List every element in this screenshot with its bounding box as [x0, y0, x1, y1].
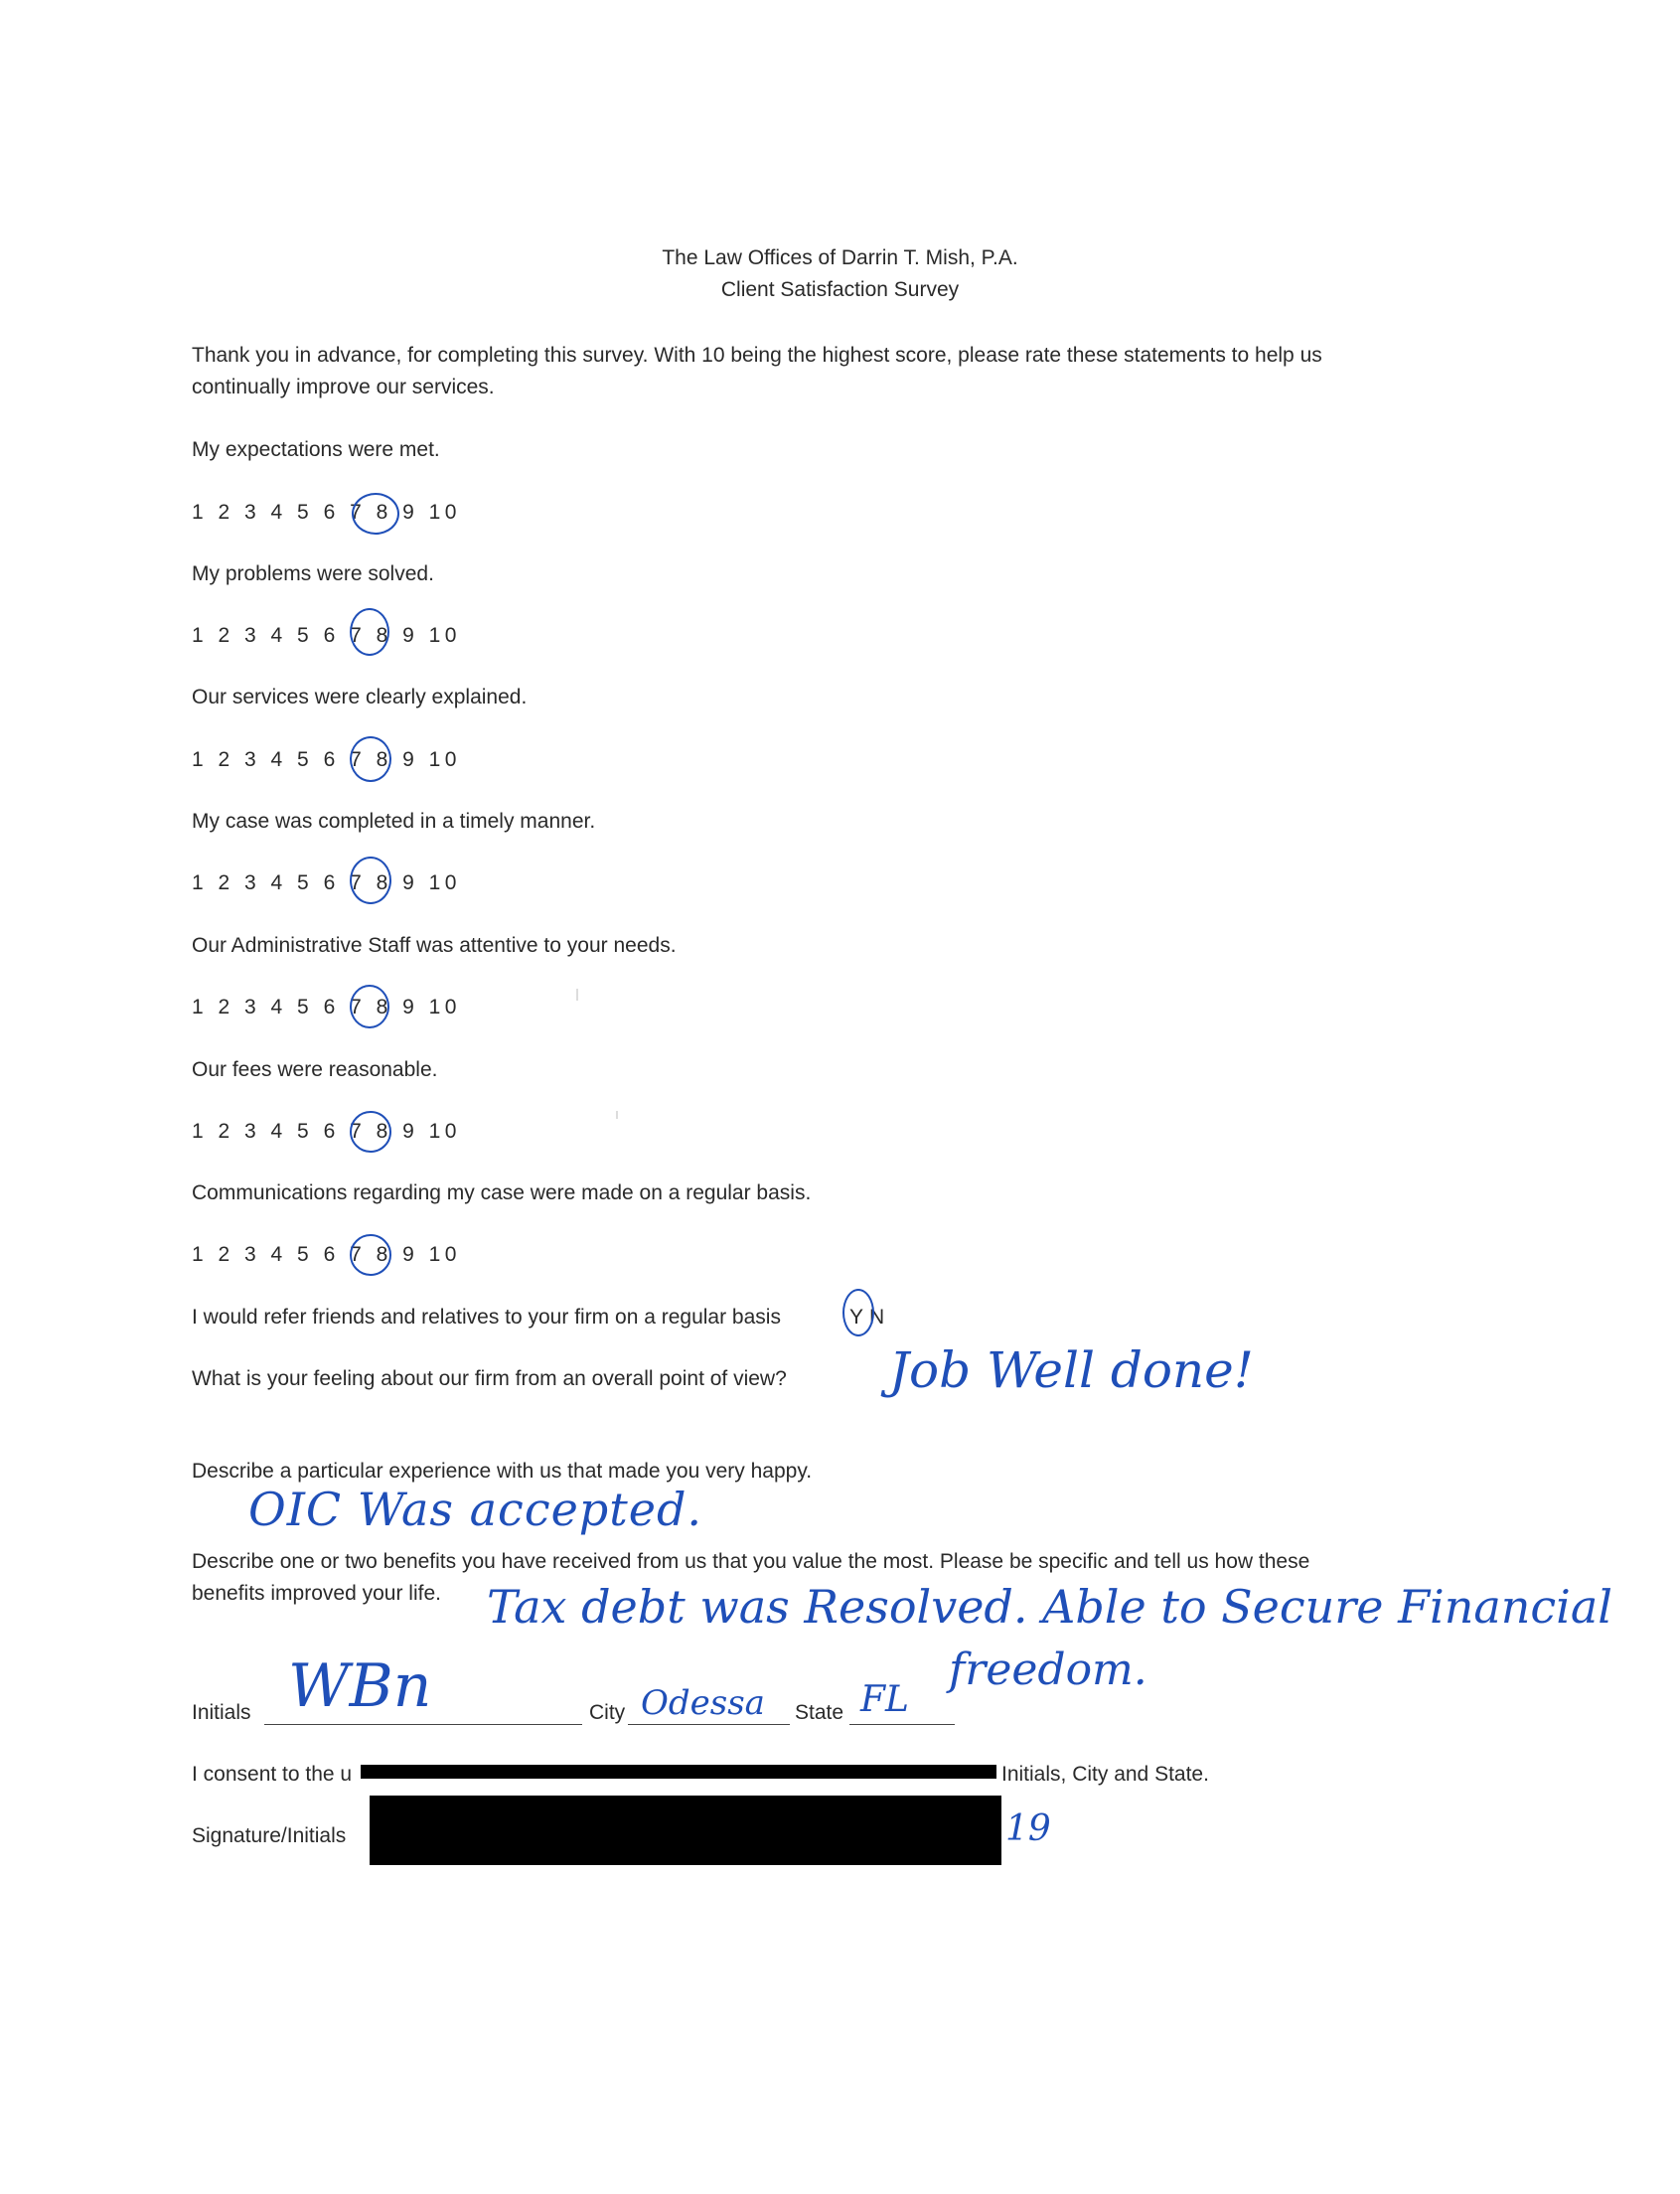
state-label: State — [795, 1701, 844, 1724]
refer-yes-option[interactable]: Y — [849, 1306, 864, 1329]
initials-label: Initials — [192, 1701, 251, 1724]
question-5-text: Our Administrative Staff was attentive to your needs. — [192, 934, 677, 957]
city-value-handwritten[interactable]: Odessa — [641, 1683, 765, 1723]
consent-text-start: I consent to the u — [192, 1763, 353, 1786]
initials-underline — [264, 1724, 582, 1725]
scan-speck — [576, 989, 578, 1001]
overall-question: What is your feeling about our firm from an overall point of view? — [192, 1367, 787, 1390]
survey-title: Client Satisfaction Survey — [720, 278, 960, 301]
question-4-scale: 1 2 3 4 5 6 7 8 9 10 — [192, 871, 461, 894]
benefits-question-line-2: benefits improved your life. — [192, 1582, 441, 1605]
overall-answer-handwritten: Job Well done! — [889, 1341, 1254, 1399]
question-6-scale: 1 2 3 4 5 6 7 8 9 10 — [192, 1120, 461, 1143]
question-1-text: My expectations were met. — [192, 438, 440, 461]
state-value-handwritten[interactable]: FL — [860, 1679, 909, 1720]
signature-redaction — [370, 1796, 1001, 1865]
city-label: City — [589, 1701, 626, 1724]
question-7-text: Communications regarding my case were made on a regular basis. — [192, 1181, 812, 1204]
experience-question: Describe a particular experience with us that made you very happy. — [192, 1460, 813, 1483]
question-7-selection-circle[interactable] — [350, 1234, 391, 1276]
question-3-scale: 1 2 3 4 5 6 7 8 9 10 — [192, 748, 461, 771]
question-5-scale: 1 2 3 4 5 6 7 8 9 10 — [192, 996, 461, 1019]
question-2-scale: 1 2 3 4 5 6 7 8 9 10 — [192, 624, 461, 647]
date-fragment-handwritten: 19 — [1005, 1808, 1051, 1849]
firm-name: The Law Offices of Darrin T. Mish, P.A. — [662, 246, 1018, 269]
refer-question: I would refer friends and relatives to your firm on a regular basis — [192, 1306, 781, 1329]
question-5-selection-circle[interactable] — [350, 985, 389, 1028]
question-4-text: My case was completed in a timely manner. — [192, 810, 596, 833]
benefits-answer-line-1: Tax debt was Resolved. Able to Secure Financial — [487, 1580, 1613, 1634]
signature-label: Signature/Initials — [192, 1824, 347, 1847]
initials-value-handwritten[interactable]: WBn — [288, 1651, 432, 1721]
intro-line-1: Thank you in advance, for completing this survey. With 10 being the highest score, please rate these statements to help us — [192, 344, 1322, 367]
question-2-text: My problems were solved. — [192, 562, 434, 585]
question-3-selection-circle[interactable] — [350, 736, 391, 782]
city-underline — [628, 1724, 790, 1725]
benefits-question-line-1: Describe one or two benefits you have received from us that you value the most. Please be specific and tell us how these — [192, 1550, 1310, 1573]
scan-speck — [616, 1111, 618, 1119]
experience-answer-handwritten: OIC Was accepted. — [248, 1483, 703, 1536]
benefits-answer-line-2: freedom. — [949, 1645, 1147, 1695]
question-7-scale: 1 2 3 4 5 6 7 8 9 10 — [192, 1243, 461, 1266]
question-2-selection-circle[interactable] — [350, 608, 389, 656]
question-6-text: Our fees were reasonable. — [192, 1058, 438, 1081]
state-underline — [849, 1724, 955, 1725]
question-1-selection-circle[interactable] — [352, 493, 399, 535]
question-3-text: Our services were clearly explained. — [192, 686, 528, 708]
refer-selection-circle[interactable] — [842, 1289, 874, 1336]
question-4-selection-circle[interactable] — [350, 857, 391, 904]
refer-no-option[interactable]: N — [869, 1306, 885, 1329]
question-1-scale: 1 2 3 4 5 6 7 8 9 10 — [192, 501, 461, 524]
consent-text-end: Initials, City and State. — [1001, 1763, 1209, 1786]
question-6-selection-circle[interactable] — [350, 1111, 391, 1153]
intro-line-2: continually improve our services. — [192, 376, 495, 398]
consent-redaction — [361, 1765, 996, 1779]
